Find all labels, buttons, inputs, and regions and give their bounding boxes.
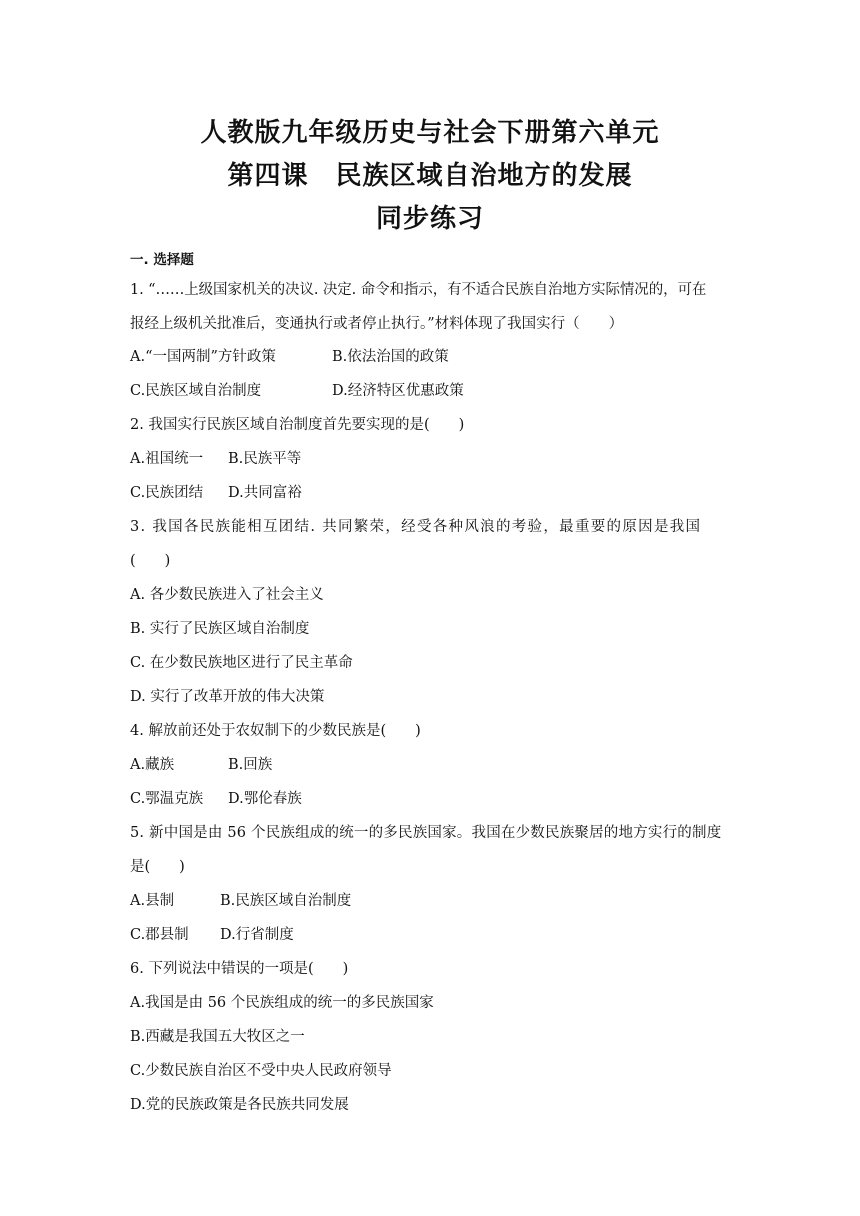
question-3-option-d: D. 实行了改革开放的伟大决策 [130, 689, 325, 705]
question-1-option-c: C.民族区域自治制度 [130, 383, 262, 399]
question-6-option-d: D.党的民族政策是各民族共同发展 [130, 1097, 349, 1113]
question-2-options-row-1 [130, 449, 301, 469]
question-5-stem-line-1: 5. 新中国是由 56 个民族组成的统一的多民族国家。我国在少数民族聚居的地方实行的制度 [130, 825, 722, 841]
question-1-option-d: D.经济特区优惠政策 [332, 383, 464, 399]
question-2-option-c: C.民族团结 [130, 485, 204, 501]
question-1-options-row-2 [130, 381, 464, 401]
question-1-stem-line-1: 1. “……上级国家机关的决议. 决定. 命令和指示，有不适合民族自治地方实际情况的，可在 [130, 282, 707, 298]
question-3-stem-line-2: ( ) [130, 553, 171, 569]
document-title-line-1: 人教版九年级历史与社会下册第六单元 [200, 118, 660, 148]
question-6-option-c: C.少数民族自治区不受中央人民政府领导 [130, 1063, 392, 1079]
question-3-option-c: C. 在少数民族地区进行了民主革命 [130, 655, 353, 671]
question-4-option-d: D.鄂伦春族 [228, 791, 302, 807]
question-1-option-b: B.依法治国的政策 [332, 349, 449, 365]
question-4-options-row-1 [130, 755, 272, 775]
question-3-option-a: A. 各少数民族进入了社会主义 [130, 587, 324, 603]
question-6-stem: 6. 下列说法中错误的一项是( ) [130, 961, 349, 977]
question-3-option-b: B. 实行了民族区域自治制度 [130, 621, 310, 637]
question-1-stem-line-2: 报经上级机关批准后，变通执行或者停止执行。”材料体现了我国实行（ ） [130, 316, 624, 332]
question-5-stem-line-2: 是( ) [130, 859, 185, 875]
question-2-option-b: B.民族平等 [228, 451, 302, 467]
question-4-options-row-2 [130, 789, 302, 809]
question-1-options-row-1 [130, 347, 449, 367]
question-5-option-b: B.民族区域自治制度 [220, 893, 352, 909]
question-5-option-a: A.县制 [130, 893, 175, 909]
question-4-option-a: A.藏族 [130, 757, 175, 773]
question-5-option-d: D.行省制度 [220, 927, 294, 943]
question-4-option-b: B.回族 [228, 757, 273, 773]
question-2-options-row-2 [130, 483, 302, 503]
question-2-option-d: D.共同富裕 [228, 485, 302, 501]
question-4-option-c: C.鄂温克族 [130, 791, 204, 807]
document-title-line-3: 同步练习 [375, 204, 484, 234]
question-1-option-a: A.“一国两制”方针政策 [130, 349, 276, 365]
question-6-option-a: A.我国是由 56 个民族组成的统一的多民族国家 [130, 995, 434, 1011]
question-5-options-row-1 [130, 891, 351, 911]
section-heading: 一. 选择题 [130, 252, 194, 268]
document-title-line-2: 第四课 民族区域自治地方的发展 [227, 161, 633, 191]
question-6-option-b: B.西藏是我国五大牧区之一 [130, 1029, 305, 1045]
question-2-option-a: A.祖国统一 [130, 451, 204, 467]
question-3-stem-line-1: 3. 我国各民族能相互团结. 共同繁荣，经受各种风浪的考验，最重要的原因是我国 [130, 519, 702, 535]
question-2-stem: 2. 我国实行民族区域自治制度首先要实现的是( ) [130, 417, 465, 433]
question-4-stem: 4. 解放前还处于农奴制下的少数民族是( ) [130, 723, 421, 739]
question-5-options-row-2 [130, 925, 294, 945]
question-5-option-c: C.郡县制 [130, 927, 189, 943]
